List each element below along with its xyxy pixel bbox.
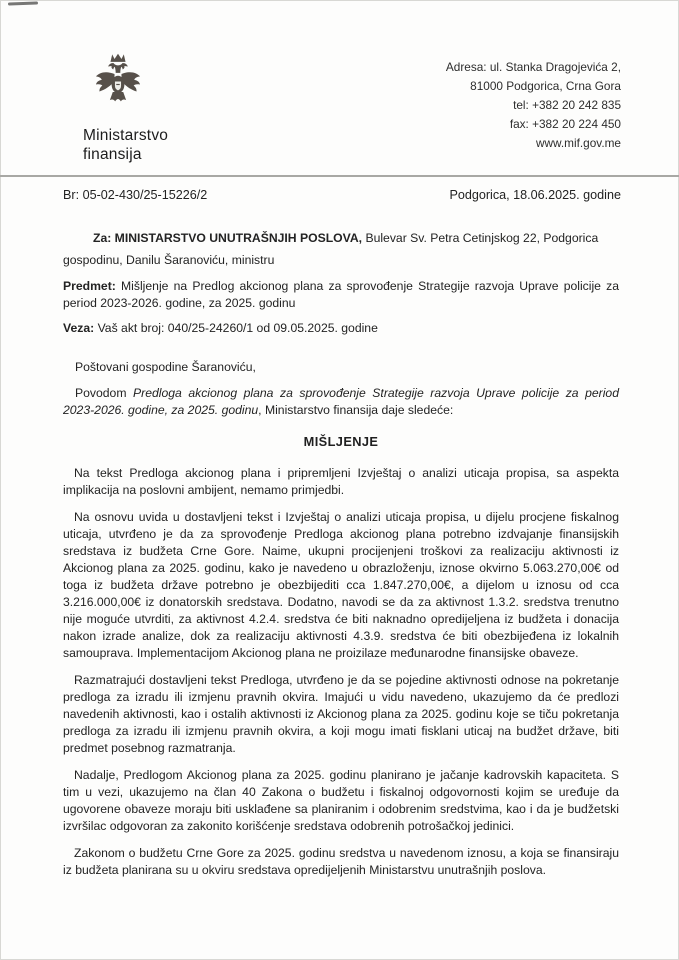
letterhead — [0, 0, 679, 165]
address-block — [446, 58, 621, 154]
intro-italic: Predloga akcionog plana za sprovođenje Strategije razvoja Uprave policije za period 2023-2026. godine, za 2025. godinu — [63, 385, 619, 417]
subject-line — [63, 278, 619, 312]
subject-text: Mišljenje na Predlog akcionog plana za sprovođenje Strategije razvoja Uprave policije za period 2023-2026. godine, za 2025. godinu — [63, 278, 620, 310]
salutation: Poštovani gospodine Šaranoviću, — [75, 359, 256, 374]
intro-paragraph — [63, 385, 619, 419]
address-line: 81000 Podgorica, Crna Gora — [470, 79, 621, 94]
ministry-name — [83, 126, 168, 165]
attention-line: gospodinu, Danilu Šaranoviću, ministru — [63, 252, 275, 267]
place-date: Podgorica, 18.06.2025. godine — [449, 187, 621, 202]
reference-text: Vaš akt broj: 040/25-24260/1 od 09.05.2025. godine — [97, 320, 378, 335]
reference-label: Veza: — [63, 320, 95, 335]
opinion-heading: MIŠLJENJE — [303, 433, 379, 449]
recipient-org: MINISTARSTVO UNUTRAŠNJIH POSLOVA, — [114, 230, 363, 245]
recipient-line — [63, 230, 619, 247]
website-line: www.mif.gov.me — [536, 136, 621, 151]
body-paragraph: Razmatrajući dostavljeni tekst Predloga, utvrđeno je da se pojedine aktivnosti odnose na pokretanje predloga za izradu ili izmjenu pravnih okvira. Imajući u vidu navedeno, ukazujemo da će predlozi navedenih aktivnosti, kao i ostalih aktivnosti iz Akcionog plana za 2025. godinu koje se tiču pokretanja predloga za izradu ili izmjenu pravnih okvira, a koji mogu imati fisklani uticaj na budžet države, biti predmet posebnog razmatranja. — [63, 672, 619, 755]
ministry-name-line2: finansija — [83, 146, 142, 164]
subject-label: Predmet: — [63, 278, 116, 293]
reference-number: Br: 05-02-430/25-15226/2 — [63, 187, 208, 202]
letter-body — [0, 202, 679, 879]
fax-line: fax: +382 20 224 450 — [509, 117, 621, 132]
body-paragraph: Nadalje, Predlogom Akcionog plana za 2025. godinu planirano je jačanje kadrovskih kapaciteta. S tim u vezi, ukazujemo na član 40 Zakona o budžetu i fiskalnoj odgovornosti kojim se uređuje da ugovorene obaveze moraju biti usklađene sa planiranim i odobrenim sredstvima, kao i da je budžetski izvršilac odgovoran za zakonito korišćenje sredstava odobrenih potrošačkoj jedinici. — [63, 767, 619, 833]
reference-row — [0, 177, 679, 202]
phone-line: tel: +382 20 242 835 — [513, 98, 621, 113]
coat-of-arms-icon — [89, 52, 147, 117]
ministry-logo-block — [83, 52, 168, 165]
address-line: Adresa: ul. Stanka Dragojevića 2, — [445, 60, 621, 74]
ministry-name-line1: Ministarstvo — [83, 127, 169, 144]
body-paragraph: Na osnovu uvida u dostavljeni tekst i Izvještaj o analizi uticaja propisa, u dijelu procjene fiskalnog uticaja, utvrđeno je da za sprovođenje Predloga akcionog plana potrebno izdvajanje finansijskih sredstava iz budžeta Crne Gore. Naime, ukupni procijenjeni troškovi za realizaciju aktivnosti iz Akcionog plana za 2025. godinu, kako je navedeno u obrazloženju, iznose okvirno 5.063.270,00€ od toga iz budžeta države potrebno je obezbijediti cca 1.847.270,00€, a dijelom u iznosu od cca 3.216.000,00€ iz donatorskih sredstava. Dodatno, navodi se da za aktivnost 1.3.2. sredstva trenutno nije moguće utvrditi, za aktivnost 4.2.4. sredstva će biti naknadno opredijeljena iz budžeta i donacija nakon izrade analize, dok za realizaciju aktivnosti 4.3.9. sredstva će biti obezbijeđena iz lokalnih samouprava. Implementacijom Akcionog plana ne proizilaze međunarodne finansijske obaveze. — [63, 509, 619, 660]
recipient-address: Bulevar Sv. Petra Cetinjskog 22, Podgorica — [365, 230, 599, 245]
body-paragraph: Na tekst Predloga akcionog plana i pripremljeni Izvještaj o analizi uticaja propisa, sa aspekta implikacija na poslovni ambijent, nemamo primjedbi. — [63, 465, 619, 497]
reference-line — [63, 320, 619, 337]
recipient-label: Za: — [93, 230, 112, 245]
intro-post: , Ministarstvo finansija daje sledeće: — [258, 402, 454, 417]
body-paragraph: Zakonom o budžetu Crne Gore za 2025. godinu sredstva u navedenom iznosu, a koja se finansiraju iz budžeta planirana su u okviru sredstava opredijeljenih Ministarstvu unutrašnjih poslova. — [63, 845, 619, 877]
intro-pre: Povodom — [75, 385, 134, 400]
